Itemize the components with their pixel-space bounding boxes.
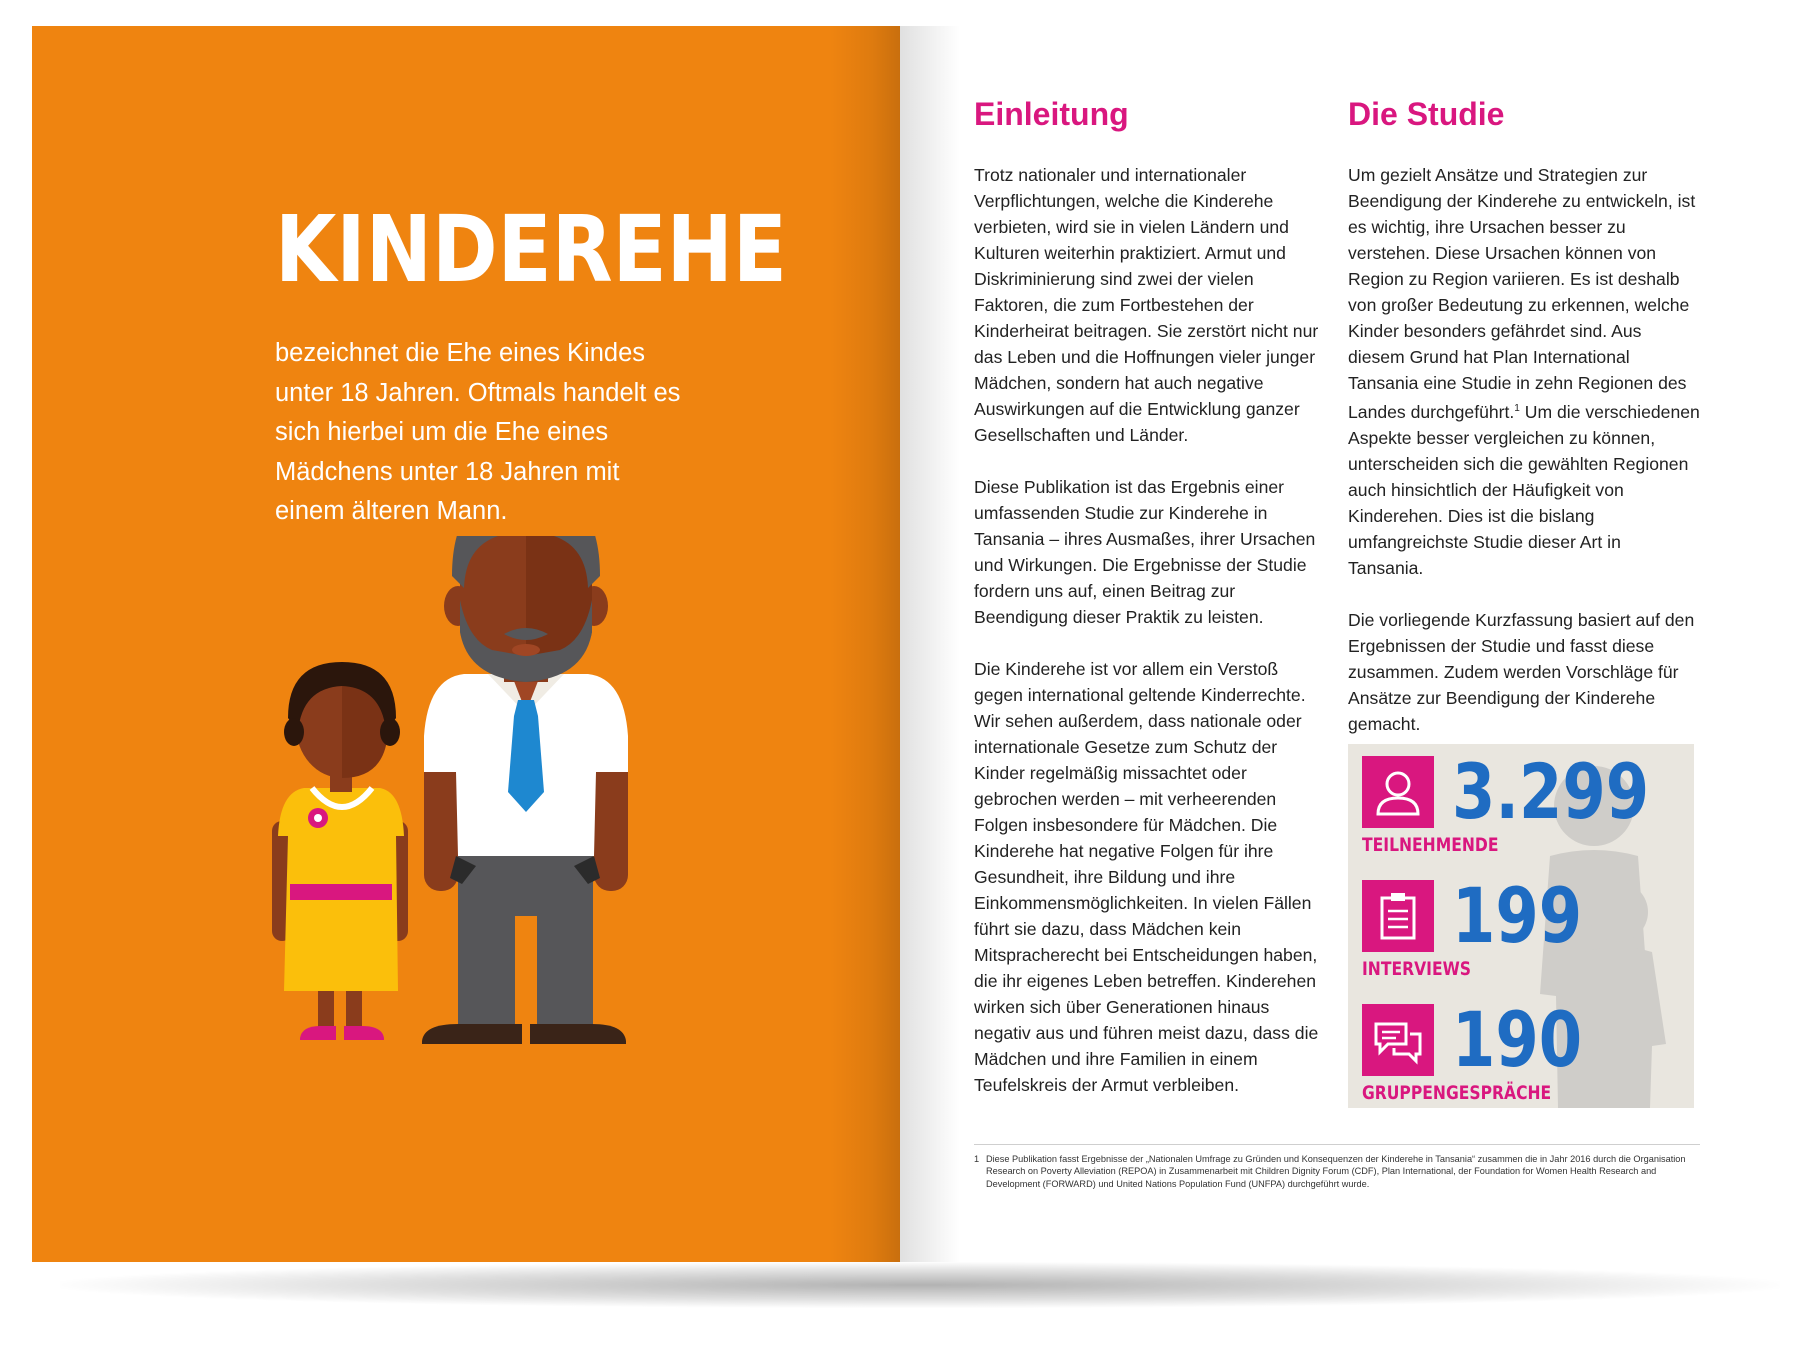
stat-value-group-discussions: 190 (1452, 995, 1583, 1084)
stat-value-participants: 3.299 (1452, 747, 1650, 836)
page-shadow (60, 1262, 1780, 1308)
einleitung-paragraph-2: Diese Publikation ist das Ergebnis einer umfassenden Studie zur Kinderehe in Tansania – ihres Ausmaßes, ihrer Ursachen und Wirkungen. Die Ergebnisse der Studie fordern uns auf, einen Beitrag zur Beendigung dieser Praktik zu leisten. (974, 477, 1316, 627)
headline: KINDEREHE (275, 196, 787, 303)
stat-label-participants: TEILNEHMENDE (1362, 834, 1499, 856)
speech-bubbles-icon (1362, 1004, 1434, 1076)
studie-paragraph-1: Um gezielt Ansätze und Strategien zur Beendigung der Kinderehe zu entwickeln, ist es wichtig, ihre Ursachen besser zu verstehen. Diese Ursachen können von Region zu Region variieren. Es ist deshalb von großer Bedeutung zu erkennen, welche Kinder besonders gefährdet sind. Aus diesem Grund hat Plan International Tansania eine Studie in zehn Regionen des Landes durchgeführt.$^1$ Um die verschiedenen Aspekte besser vergleichen zu können, unterscheiden sich die gewählten Regionen auch hinsichtlich der Häufigkeit von Kinderehen. Dies ist die bislang umfangreichste Studie dieser Art in Tansania. (1348, 165, 1700, 578)
einleitung-paragraph-3: Die Kinderehe ist vor allem ein Verstoß gegen international geltende Kinderrechte. Wir sehen außerdem, dass nationale oder internationale Gesetze zum Schutz der Kinder regelmäßig missachtet oder gebrochen werden – mit verheerenden Folgen insbesondere für Mädchen. Die Kinderehe hat negative Folgen für ihre Gesundheit, ihre Bildung und ihre Einkommensmöglichkeiten. In vielen Fällen führt sie dazu, dass Mädchen kein Mitspracherecht bei Entscheidungen haben, die ihr eigenes Leben betreffen. Kinderehen wirken sich über Generationen hinaus negativ aus und führen meist dazu, dass die Mädchen und ihre Familien in einem Teufelskreis der Armut verbleiben. (974, 659, 1319, 1095)
stat-label-interviews: INTERVIEWS (1362, 958, 1472, 980)
footnote-reference[interactable]: 1 (1514, 403, 1520, 414)
footnote-text: Diese Publikation fasst Ergebnisse der „Nationalen Umfrage zu Gründen und Konsequenzen der Kinderehe in Tansania“ zusammen die in Jahr 2016 durch die Organisation Research on Poverty Alleviation (REPOA) in Zusammenarbeit mit Children Dignity Forum (CDF), Plan International, der Foundation for Women Health Research and Development (FORWARD) und United Nations Population Fund (UNFPA) durchgeführt wurde. (986, 1154, 1686, 1189)
stat-label-group-discussions: GRUPPENGESPRÄCHE (1362, 1082, 1552, 1104)
intro-text: bezeichnet die Ehe eines Kindes unter 18 Jahren. Oftmals handelt es sich hierbei um die Ehe eines Mädchens unter 18 Jahren mit einem älteren Mann. (275, 339, 681, 526)
studie-heading: Die Studie (1348, 96, 1505, 132)
person-icon (1362, 756, 1434, 828)
einleitung-heading: Einleitung (974, 96, 1129, 132)
studie-paragraph-2: Die vorliegende Kurzfassung basiert auf den Ergebnissen der Studie und fasst diese zusammen. Zudem werden Vorschläge für Ansätze zur Beendigung der Kinderehe gemacht. (1348, 609, 1695, 734)
footnote (974, 1144, 1700, 1190)
stats-infographic (1348, 744, 1694, 1108)
girl-figure (272, 662, 408, 1040)
man-and-girl-illustration (232, 536, 752, 1236)
stat-value-interviews: 199 (1452, 871, 1583, 960)
studie-column (1348, 162, 1700, 737)
footnote-number: 1 (974, 1154, 980, 1164)
man-figure (422, 536, 628, 1044)
left-page (32, 26, 900, 1262)
einleitung-column (974, 162, 1326, 1098)
einleitung-paragraph-1: Trotz nationaler und internationaler Verpflichtungen, welche die Kinderehe verbieten, wird sie in vielen Ländern und Kulturen weiterhin praktiziert. Armut und Diskriminierung sind zwei der vielen Faktoren, die zum Fortbestehen der Kinderheirat beitragen. Sie zerstört nicht nur das Leben und die Hoffnungen vieler junger Mädchen, sondern hat auch negative Auswirkungen auf die Entwicklung ganzer Gesellschaften und Länder. (974, 165, 1319, 445)
right-page (900, 26, 1772, 1262)
clipboard-icon (1362, 880, 1434, 952)
